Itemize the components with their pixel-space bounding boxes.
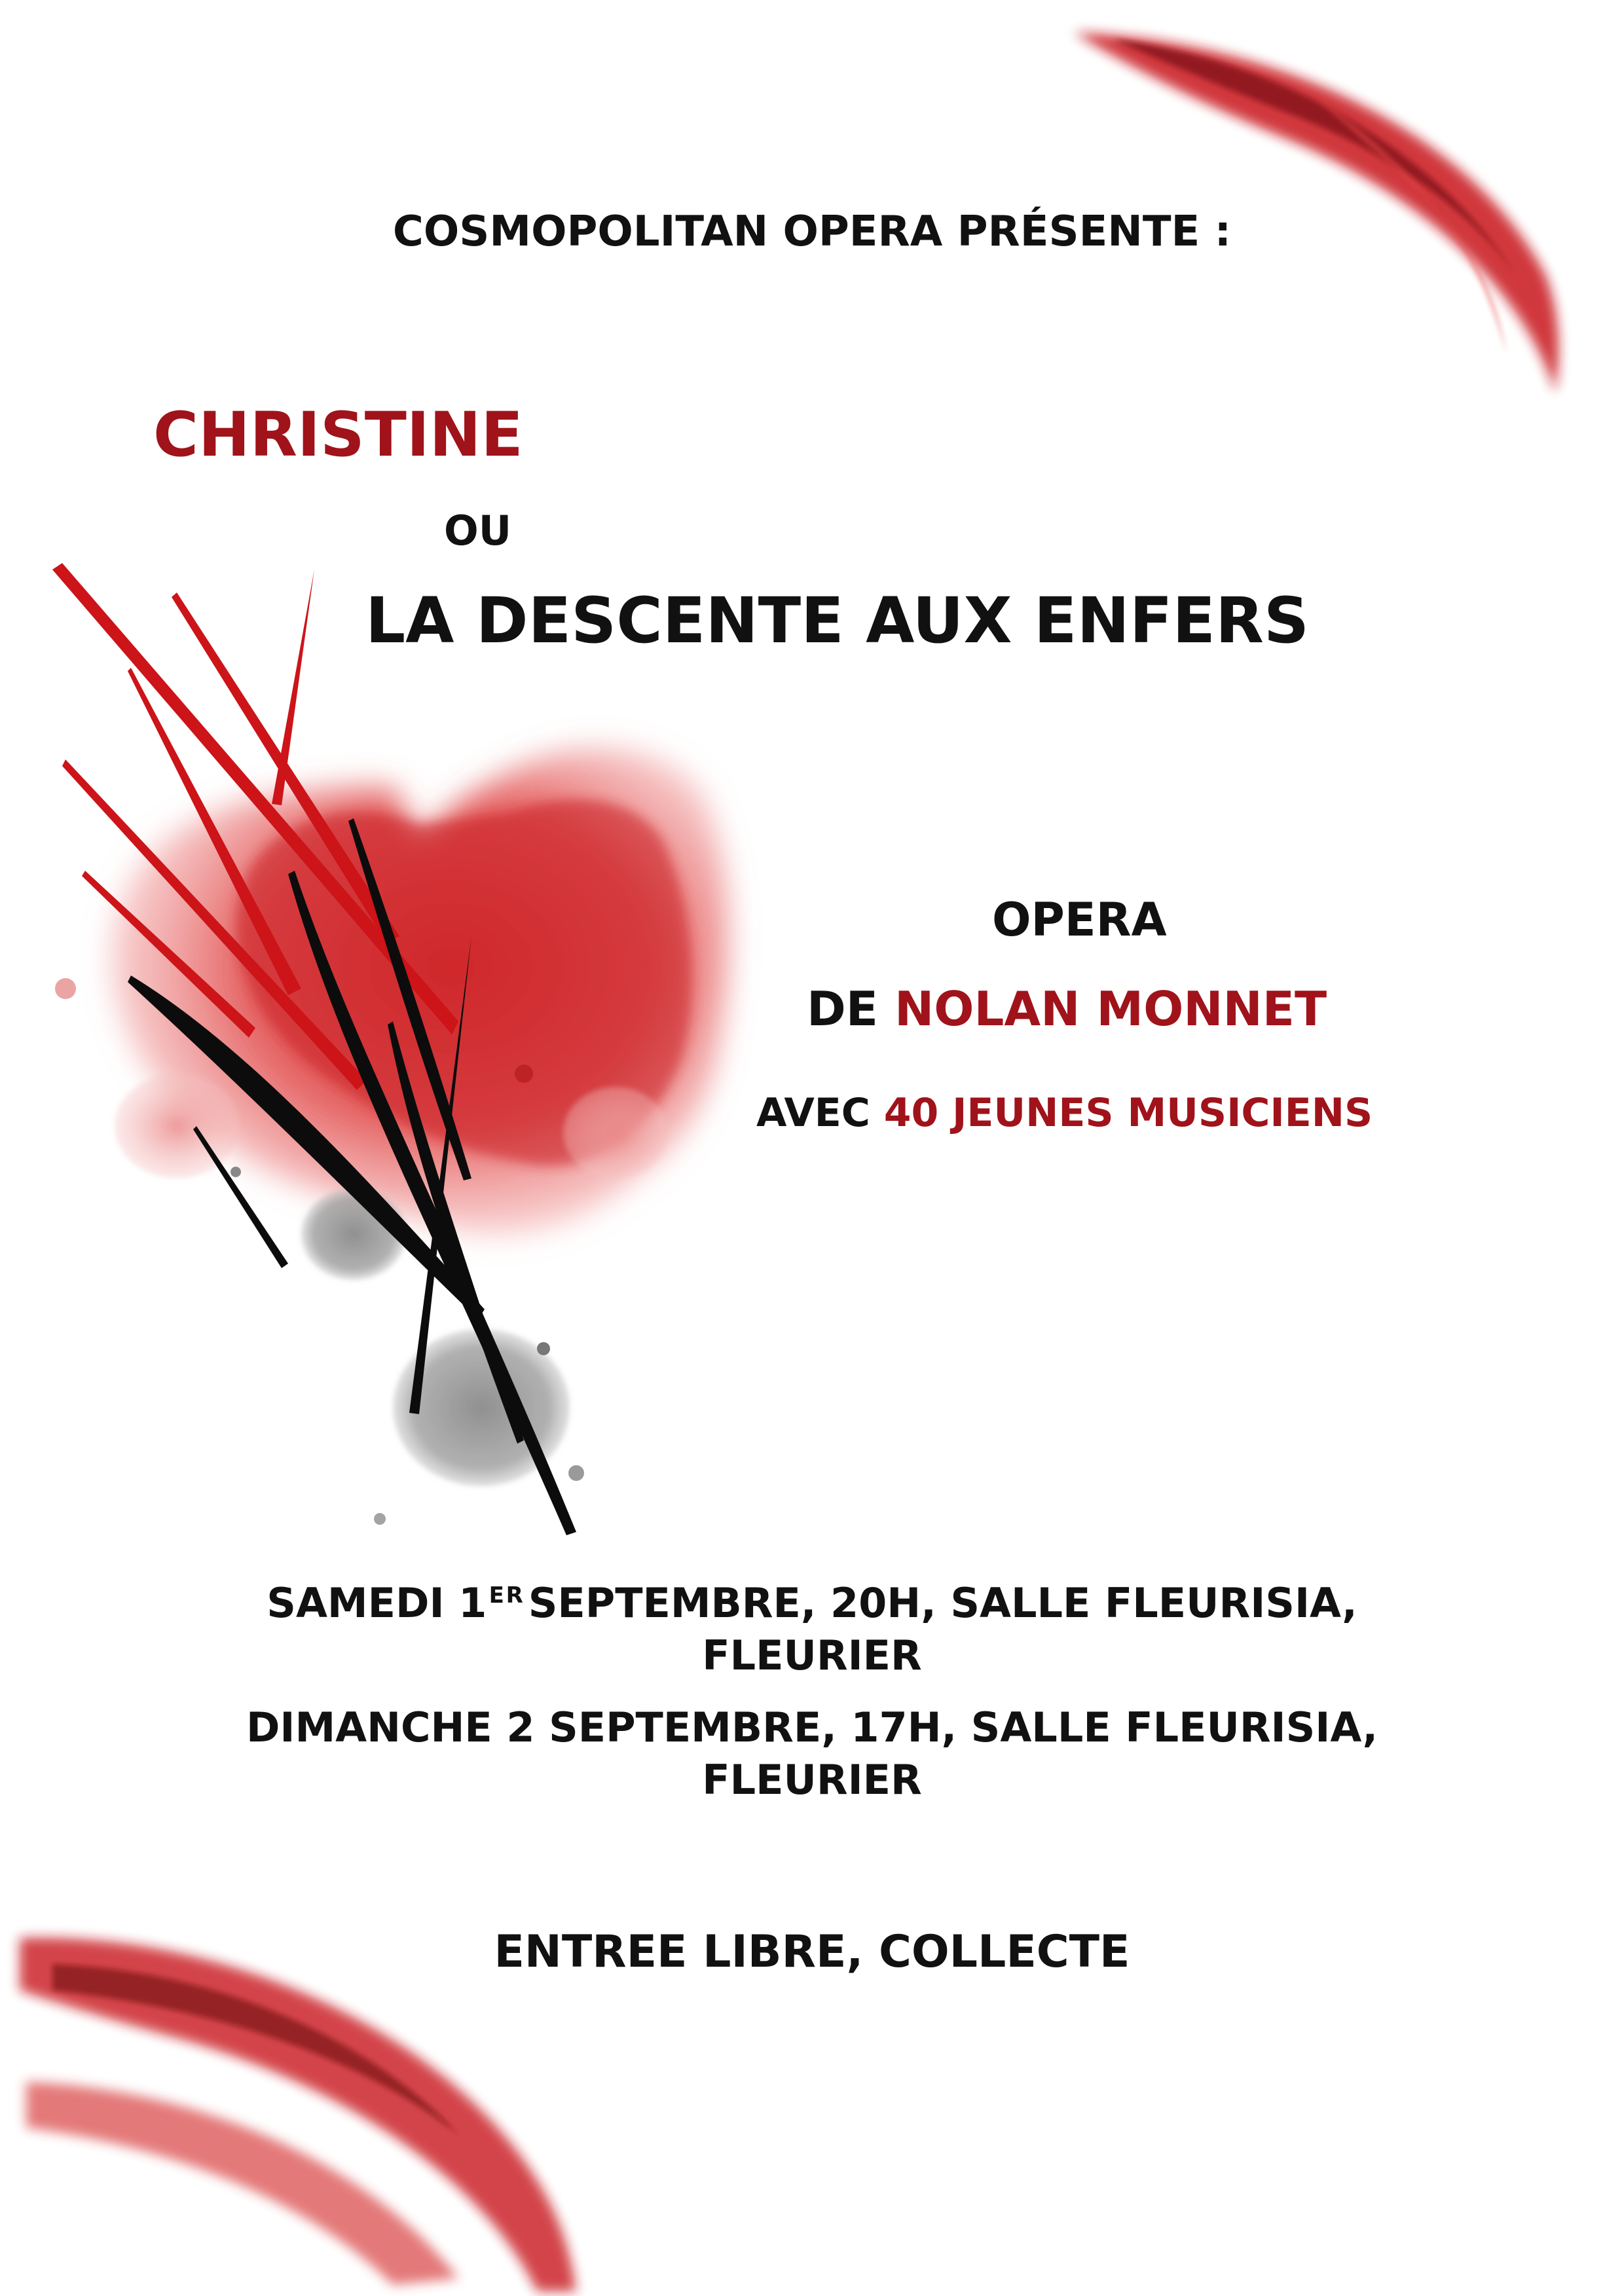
musicians-line (756, 1090, 1373, 1136)
performance-1-town: FLEURIER (702, 1631, 922, 1679)
admission-line: ENTREE LIBRE, COLLECTE (494, 1926, 1130, 1978)
musicians-prefix: AVEC (756, 1090, 870, 1136)
performance-2-line: DIMANCHE 2 SEPTEMBRE, 17H, SALLE FLEURISIA, (246, 1704, 1378, 1751)
genre-label: OPERA (992, 893, 1167, 947)
performance-1-day: SAMEDI 1 (267, 1579, 487, 1627)
musicians-count: 40 JEUNES MUSICIENS (883, 1090, 1373, 1136)
performance-1-ordinal: ER (489, 1582, 525, 1609)
bottom-left-brush-stroke (20, 1937, 576, 2291)
composer-line (807, 981, 1327, 1036)
presenter-line: COSMOPOLITAN OPERA PRÉSENTE : (392, 208, 1232, 256)
performance-1-details: SEPTEMBRE, 20H, SALLE FLEURISIA, (528, 1579, 1357, 1627)
show-title: CHRISTINE (153, 399, 523, 471)
composer-name: NOLAN MONNET (895, 981, 1327, 1036)
title-connector: OU (444, 507, 512, 555)
composer-prefix: DE (807, 981, 878, 1036)
performance-1-line (0, 1579, 1624, 1627)
performance-2-town: FLEURIER (702, 1756, 922, 1804)
show-subtitle: LA DESCENTE AUX ENFERS (365, 584, 1310, 657)
